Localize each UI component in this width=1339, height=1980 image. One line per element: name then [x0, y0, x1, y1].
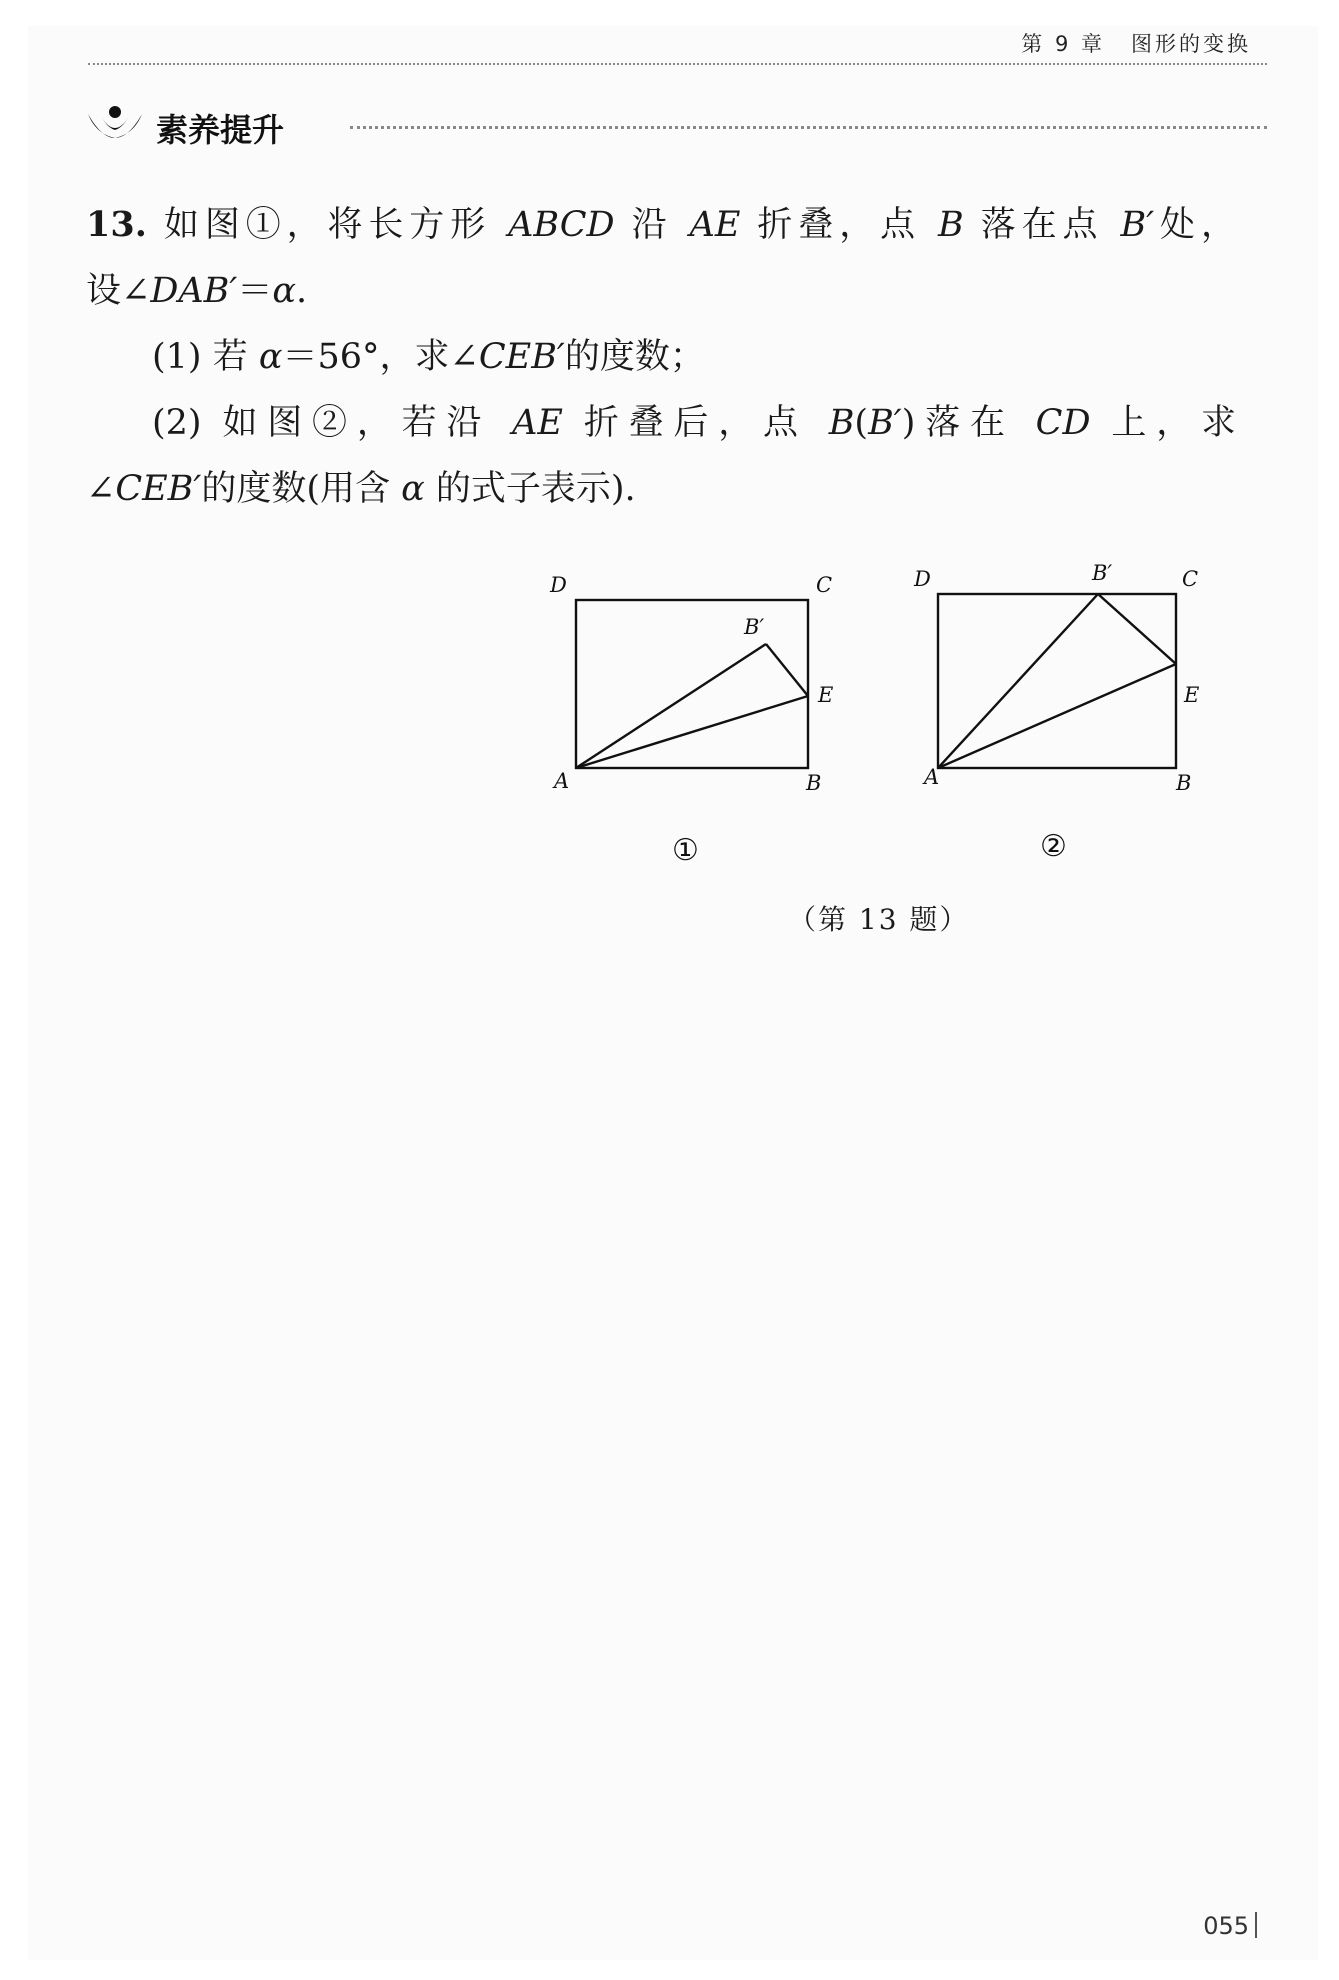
stem-text: 落在点 [963, 205, 1121, 245]
part-text: )落在 [901, 403, 1036, 443]
part-math: B [828, 403, 855, 443]
section-heading [84, 104, 284, 152]
stem-text: 折叠，点 [740, 205, 939, 245]
chapter-title: 图形的变换 [1131, 32, 1251, 56]
fig1-label-E: E [818, 683, 834, 707]
smile-arc-icon [84, 104, 146, 152]
fig1-label-A: A [554, 769, 570, 793]
fig2-label-B: B [1176, 771, 1192, 795]
fig2-label-C: C [1182, 567, 1199, 591]
part-math: α [258, 337, 283, 377]
fig2-label-E: E [1184, 683, 1200, 707]
stem-text: . [296, 271, 308, 311]
stem-math: AE [689, 205, 741, 245]
stem-text: 设∠ [86, 271, 151, 311]
question-number: 13. [86, 204, 147, 245]
question-part-2-line2 [86, 456, 1236, 522]
question-stem-line2 [86, 258, 1236, 324]
figure-2 [938, 594, 1176, 768]
part-text: ( [854, 403, 869, 443]
question-part-1 [86, 324, 1236, 390]
fig1-rectangle [576, 600, 808, 768]
fig1-fold-line-AE [576, 696, 808, 768]
part-math: CEB′ [478, 337, 565, 377]
fig1-segment-AB-prime [576, 644, 766, 768]
fig1-segment-B-prime-E [766, 644, 808, 696]
fig2-segment-B-prime-E [1098, 594, 1176, 664]
stem-text: 沿 [614, 205, 690, 245]
part-text: 折叠后，点 [562, 403, 829, 443]
part-text: 的式子表示). [424, 469, 636, 509]
stem-math: B [938, 205, 964, 245]
section-dotted-rule [350, 126, 1267, 129]
fig1-label-B-prime: B′ [744, 615, 765, 639]
part-text: ∠ [86, 469, 116, 509]
stem-math: α [272, 271, 296, 311]
running-header [1021, 28, 1251, 58]
part-math: CEB′ [115, 469, 202, 509]
figure-caption: （第 13 题） [788, 903, 970, 936]
chapter-label: 第 9 章 [1021, 32, 1105, 56]
stem-math: DAB′ [150, 271, 238, 311]
stem-math: ABCD [508, 205, 615, 245]
part-text: (1) 若 [152, 337, 259, 377]
header-divider [88, 63, 1267, 65]
fig1-label-D: D [550, 573, 567, 597]
fig2-label-D: D [914, 567, 931, 591]
fig1-label-B: B [806, 771, 822, 795]
part-math: B′ [868, 403, 902, 443]
figure-1 [576, 600, 808, 768]
fig2-label-A: A [924, 765, 940, 789]
figures-13 [520, 548, 1240, 888]
fig2-fold-line-AE [938, 664, 1176, 768]
fig2-segment-AB-prime [938, 594, 1098, 768]
question-13 [86, 192, 1236, 522]
fig2-number: ② [1040, 829, 1067, 864]
fig2-rectangle [938, 594, 1176, 768]
part-math: α [401, 469, 425, 509]
question-stem-line1 [86, 192, 1236, 258]
page-number: 055 [1203, 1912, 1257, 1940]
part-text: (2) 如图②，若沿 [152, 403, 513, 443]
part-math: AE [512, 403, 563, 443]
part-text: 的度数(用含 [201, 469, 402, 509]
stem-text: 处， [1154, 205, 1236, 245]
part-math: CD [1035, 403, 1091, 443]
section-title: 素养提升 [156, 111, 285, 149]
stem-text: ＝ [237, 271, 273, 311]
stem-math: B′ [1120, 205, 1155, 245]
fig1-number: ① [672, 833, 699, 868]
part-text: ＝56°，求∠ [282, 337, 479, 377]
stem-text: 如图①，将长方形 [163, 205, 509, 245]
question-part-2-line1 [86, 390, 1236, 456]
part-text: 上，求 [1090, 403, 1236, 443]
fig2-label-B-prime: B′ [1092, 561, 1113, 585]
fig1-label-C: C [816, 573, 833, 597]
part-text: 的度数； [564, 337, 705, 377]
